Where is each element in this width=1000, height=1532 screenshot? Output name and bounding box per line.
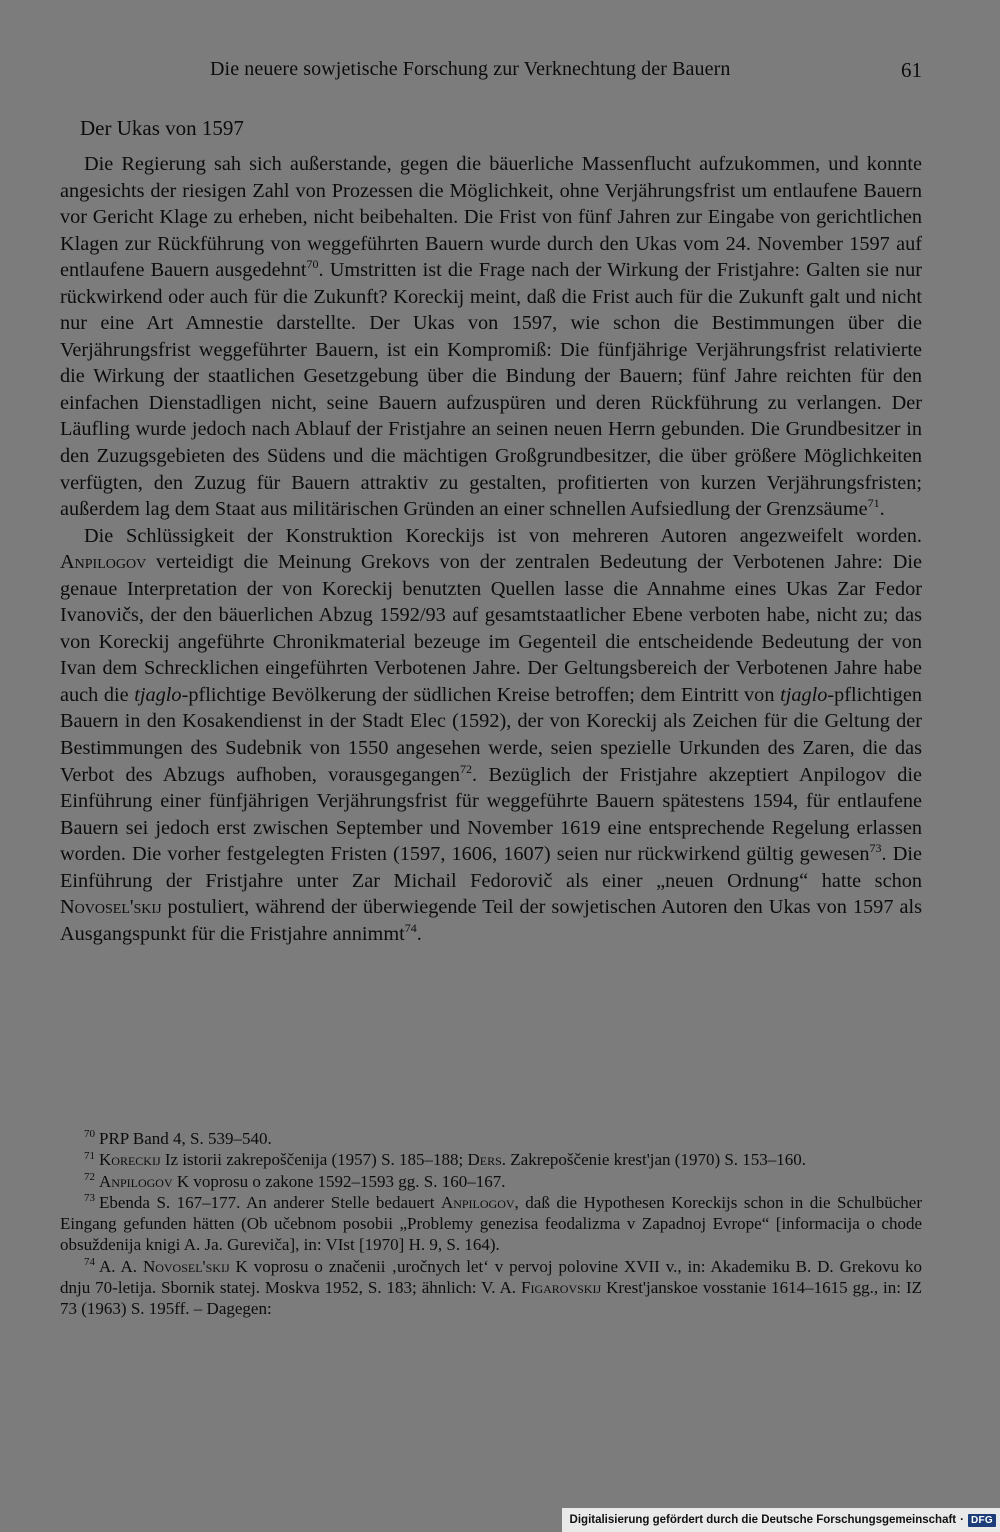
footnote-reference: 74 bbox=[404, 921, 417, 936]
text-run: Die Regierung sah sich außerstande, gegen die bäuerliche Massenflucht aufzukommen, und konnte angesichts der riesigen Zahl von Prozessen die Möglichkeit, ohne Verjährungsfrist um entlaufene Bauern vor Gericht Klage zu erheben, nicht beibehalten. Die Frist von fünf Jahren zur Eingabe von gerichtlichen Klagen zur Rückführung von weggeführten Bauern wurde durch den Ukas vom 24. November 1597 auf entlaufene Bauern ausgedehnt bbox=[60, 153, 922, 282]
author-name: Anpilogov bbox=[440, 1192, 515, 1212]
text-run: Die Schlüssigkeit der Konstruktion Koreckijs ist von mehreren Autoren angezweifelt worden. bbox=[84, 524, 922, 547]
running-head bbox=[60, 58, 922, 86]
footnote-reference: 73 bbox=[869, 841, 882, 856]
footnote-reference: 72 bbox=[460, 761, 473, 776]
author-name: Figarovskij bbox=[521, 1278, 602, 1298]
text-run: , daß die Hypothesen Koreckijs schon in die Schulbücher Eingang gefunden hätten (Ob učebnom posobii „Problemy genezisa feodalizma v Zapadnoj Evrope“ [informacija o chode obsuždenija knigi A. Ja. Gureviča], in: VIst [1970] H. 9, S. 164). bbox=[60, 1192, 922, 1255]
text-run: . Die Einführung der Fristjahre unter Zar Michail Fedorovič als einer „neuen Ordnung“ hatte schon bbox=[60, 843, 922, 892]
author-name: Novosel'skij bbox=[60, 896, 162, 919]
text-run: Zakrepoščenie krest'jan (1970) S. 153–160. bbox=[506, 1150, 807, 1170]
author-name: Anpilogov bbox=[99, 1171, 173, 1191]
text-run: . Bezüglich der Fristjahre akzeptiert Anpilogov die Einführung einer fünfjährigen Verjährungsfrist für weggeführte Bauern spätestens 1594, für entlaufene Bauern sei jedoch erst zwischen September und November 1619 eine entsprechende Regelung erlassen worden. Die vorher festgelegten Fristen (1597, 1606, 1607) seien nur rückwirkend gültig gewesen bbox=[60, 763, 922, 866]
footnote bbox=[60, 1256, 922, 1320]
footnote-number: 73 bbox=[84, 1192, 95, 1205]
footnote-reference: 71 bbox=[867, 496, 880, 511]
text-run: K voprosu o zakone 1592–1593 gg. S. 160–167. bbox=[172, 1171, 506, 1191]
text-run: -pflichtige Bevölkerung der südlichen Kreise betroffen; dem Eintritt von bbox=[181, 683, 781, 706]
text-run: Iz istorii zakrepoščenija (1957) S. 185–188; bbox=[160, 1150, 468, 1170]
author-name: Anpilogov bbox=[60, 551, 147, 574]
footnote bbox=[60, 1192, 922, 1256]
footnote bbox=[60, 1149, 922, 1170]
text-run: -pflichtigen Bauern in den Kosakendienst in der Stadt Elec (1592), der von Koreckij als Zeichen für die Geltung der Bestimmungen des Sudebnik von 1550 angesehen werde, seien spezielle Urkunden des Zaren, die das Verbot des Abzugs aufhoben, vorausgegangen bbox=[60, 683, 923, 786]
text-run: K voprosu o značenii ‚uročnych let‘ v pervoj polovine XVII v., in: Akademiku B. D. Grekovu ko dnju 70-letija. Sbornik statej. Moskva 1952, S. 183; ähnlich: V. A. bbox=[60, 1256, 922, 1298]
body-paragraph bbox=[60, 151, 922, 523]
credit-text: Digitalisierung gefördert durch die Deutsche Forschungsgemeinschaft bbox=[569, 1514, 957, 1526]
footnote-number: 72 bbox=[84, 1170, 95, 1183]
text-run: Ebenda S. 167–177. An anderer Stelle bedauert bbox=[99, 1192, 441, 1212]
dfg-logo: DFG bbox=[968, 1514, 996, 1527]
text-run: . bbox=[879, 498, 885, 521]
text-run: . Umstritten ist die Frage nach der Wirkung der Fristjahre: Galten sie nur rückwirkend oder auch für die Zukunft? Koreckij meint, daß die Frist auch für die Zukunft galt und nicht nur eine Art Amnestie darstellte. Der Ukas von 1597, wie schon die Bestimmungen über die Verjährungsfrist weggeführter Bauern, ist ein Kompromiß: Die fünfjährige Verjährungsfrist relativierte die Wirkung der staatlichen Gesetzgebung über die Bindung der Bauern; fünf Jahre reichten für den einfachen Dienstadligen nicht, seine Bauern aufzuspüren und deren Rückführung zu verlangen. Der Läufling wurde jedoch nach Ablauf der Fristjahre an seinen neuen Herrn gebunden. Die Grundbesitzer in den Zuzugsgebieten des Südens und die mächtigen Großgrundbesitzer, die über größere Möglichkeiten verfügten, den Zuzug für Bauern attraktiv zu gestalten, profitierten von kurzen Verjährungsfristen; außerdem lag dem Staat aus militärischen Gründen an einer schnellen Aufsiedlung der Grenzsäume bbox=[60, 259, 922, 521]
author-name: Ders. bbox=[467, 1150, 507, 1170]
footnote-number: 74 bbox=[84, 1256, 95, 1269]
footnote bbox=[60, 1171, 922, 1192]
page-number: 61 bbox=[901, 58, 922, 82]
text-run: postuliert, während der überwiegende Teil der sowjetischen Autoren den Ukas von 1597 als Ausgangspunkt für die Fristjahre annimmt bbox=[60, 896, 922, 945]
text-run: PRP Band 4, S. 539–540. bbox=[99, 1129, 272, 1148]
footnote-number: 70 bbox=[84, 1128, 95, 1141]
footnote-reference: 70 bbox=[306, 257, 319, 272]
footnote bbox=[60, 1128, 922, 1149]
footnote-number: 71 bbox=[84, 1149, 95, 1162]
text-run: verteidigt die Meinung Grekovs von der zentralen Bedeutung der Verbotenen Jahre: Die genaue Interpretation der von Koreckij benutzten Quellen lasse die Annahme eines Ukas Zar Fedor Ivanovičs, der den bäuerlichen Abzug 1592/93 auf gesamtstaatlicher Ebene verboten habe, nicht zu; das von Koreckij angeführte Chronikmaterial bezeuge im Gegenteil die entscheidende Bedeutung der von Ivan dem Schrecklichen eingeführten Verbotenen Jahre. Der Geltungsbereich der Verbotenen Jahre habe auch die bbox=[60, 551, 922, 706]
text-run: Krest'janskoe vosstanie 1614–1615 gg., in: IZ 73 (1963) S. 195ff. – Dagegen: bbox=[60, 1278, 922, 1319]
text-run: A. A. bbox=[99, 1256, 143, 1276]
digitization-credit: Digitalisierung gefördert durch die Deutsche Forschungsgemeinschaft · DFG bbox=[562, 1508, 1000, 1532]
body-paragraph bbox=[60, 523, 922, 948]
author-name: Koreckij bbox=[99, 1150, 161, 1170]
italic-term: tjaglo bbox=[134, 683, 182, 706]
footnotes bbox=[60, 1128, 922, 1320]
running-head-title: Die neuere sowjetische Forschung zur Verknechtung der Bauern bbox=[210, 58, 731, 80]
section-title: Der Ukas von 1597 bbox=[80, 116, 244, 140]
text-run: . bbox=[416, 922, 422, 945]
author-name: Novosel'skij bbox=[142, 1256, 230, 1276]
italic-term: tjaglo bbox=[780, 683, 828, 706]
body-text bbox=[60, 151, 922, 947]
